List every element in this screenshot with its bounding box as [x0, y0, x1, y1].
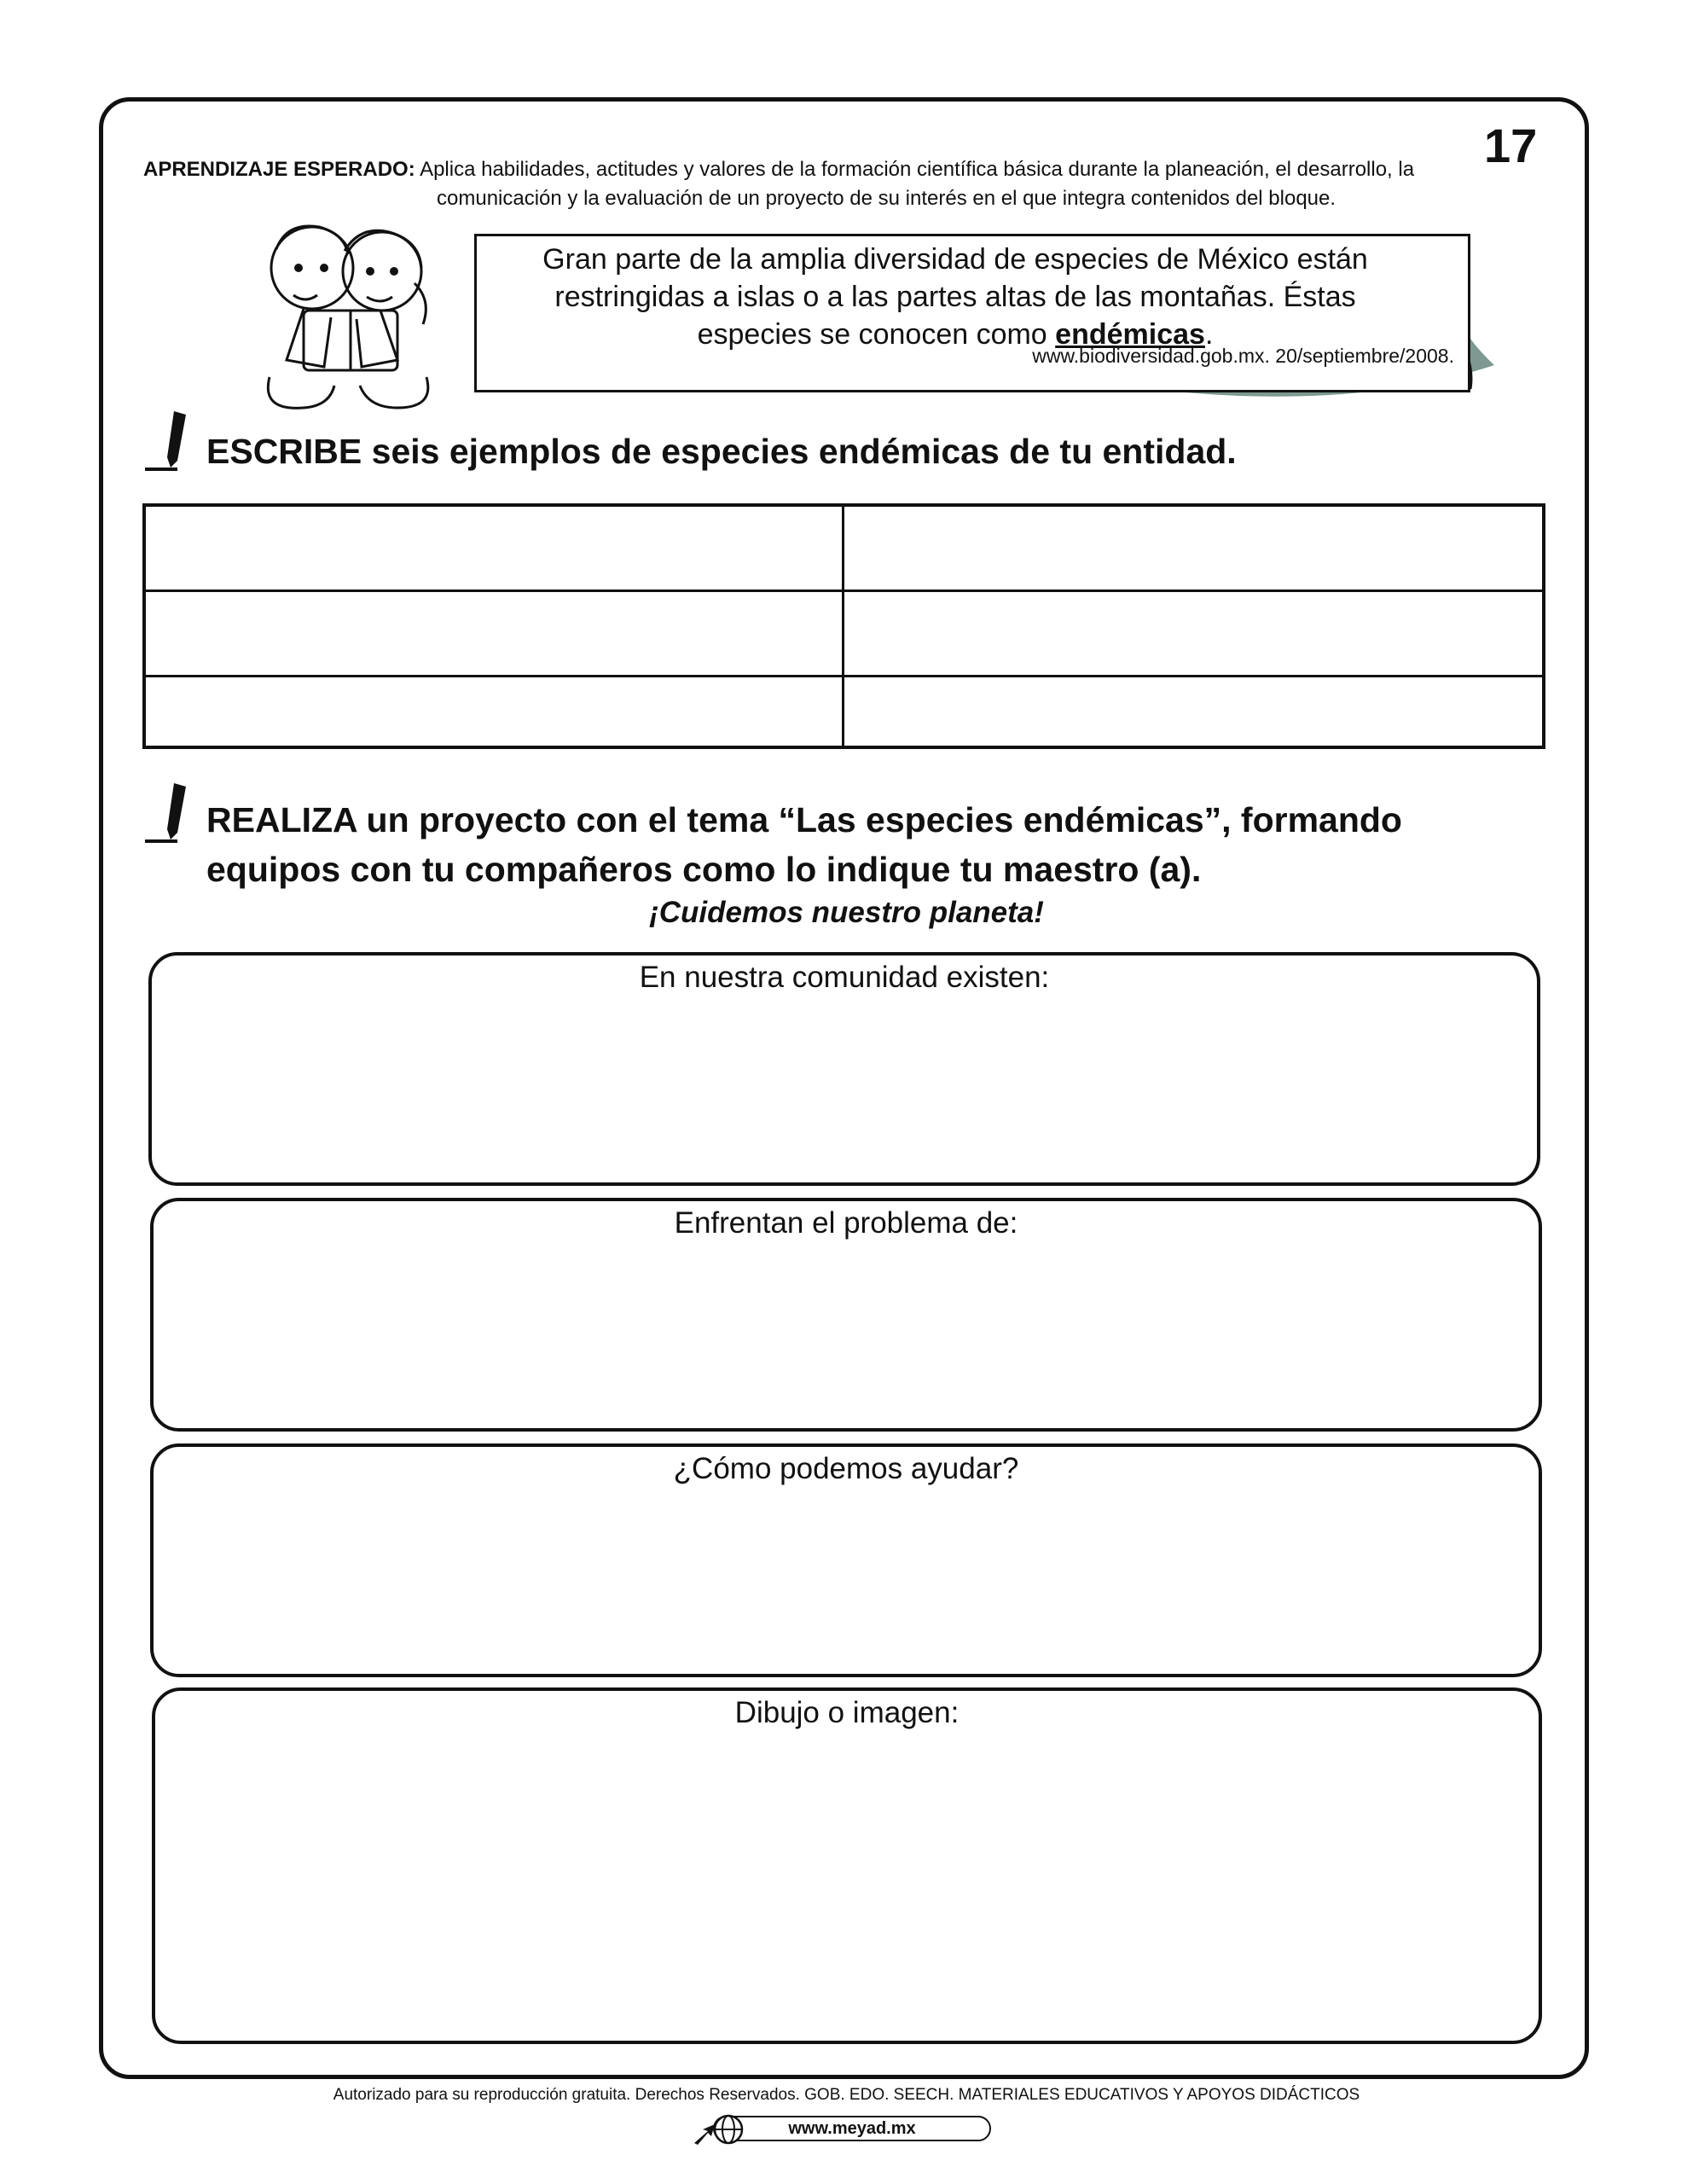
- page-number: 17: [1484, 119, 1538, 172]
- project-box-title: En nuestra comunidad existen:: [639, 961, 1050, 994]
- pencil-icon: [143, 780, 196, 846]
- objective-line2: comunicación y la evaluación de un proyecto de su interés en el que integra contenidos del bloque.: [437, 187, 1336, 210]
- species-cell-6[interactable]: [844, 677, 1543, 746]
- quote-keyword: endémicas: [1055, 318, 1205, 351]
- species-cell-4[interactable]: [844, 592, 1543, 677]
- quote-text: [486, 241, 1424, 353]
- project-box-title: ¿Cómo podemos ayudar?: [673, 1452, 1019, 1485]
- quote-source: www.biodiversidad.gob.mx. 20/septiembre/2008.: [1032, 345, 1454, 367]
- project-box-title: Enfrentan el problema de:: [674, 1206, 1018, 1240]
- footer-text: Autorizado para su reproducción gratuita. Derechos Reservados. GOB. EDO. SEECH. MATERIALES EDUCATIVOS Y APOYOS DIDÁCTICOS: [333, 2086, 1360, 2104]
- species-cell-5[interactable]: [146, 677, 844, 746]
- quote-line2: restringidas a islas o a las partes altas de las montañas. Éstas: [554, 281, 1356, 313]
- task2-line2: equipos con tu compañeros como lo indique tu maestro (a).: [206, 850, 1202, 889]
- objective-line1: Aplica habilidades, actitudes y valores de la formación científica básica durante la planeación, el desarrollo, la: [415, 158, 1415, 181]
- task1-heading: ESCRIBE seis ejemplos de especies endémicas de tu entidad.: [206, 432, 1237, 471]
- motto: ¡Cuidemos nuestro planeta!: [649, 896, 1044, 929]
- task2-heading: [206, 795, 1402, 894]
- project-box-help[interactable]: [150, 1443, 1542, 1677]
- project-box-drawing[interactable]: [152, 1687, 1542, 2044]
- pencil-icon: [143, 408, 196, 474]
- task2-line1: REALIZA un proyecto con el tema “Las especies endémicas”, formando: [206, 800, 1402, 839]
- globe-cursor-icon: [691, 2112, 747, 2146]
- quote-line1: Gran parte de la amplia diversidad de especies de México están: [542, 243, 1368, 276]
- kids-reading-illustration: [252, 215, 447, 418]
- project-box-title: Dibujo o imagen:: [734, 1696, 960, 1729]
- footer-url[interactable]: www.meyad.mx: [713, 2116, 991, 2141]
- objective-label: APRENDIZAJE ESPERADO:: [143, 158, 415, 181]
- quote-line3-prefix: especies se conocen como: [697, 318, 1056, 351]
- quote-line3-suffix: .: [1204, 318, 1214, 351]
- species-cell-3[interactable]: [146, 592, 844, 677]
- species-cell-1[interactable]: [146, 507, 844, 592]
- species-cell-2[interactable]: [844, 507, 1543, 592]
- learning-objective: [143, 155, 1525, 213]
- project-box-problem[interactable]: [150, 1198, 1542, 1432]
- species-table: [142, 503, 1545, 749]
- project-box-community[interactable]: [148, 952, 1540, 1186]
